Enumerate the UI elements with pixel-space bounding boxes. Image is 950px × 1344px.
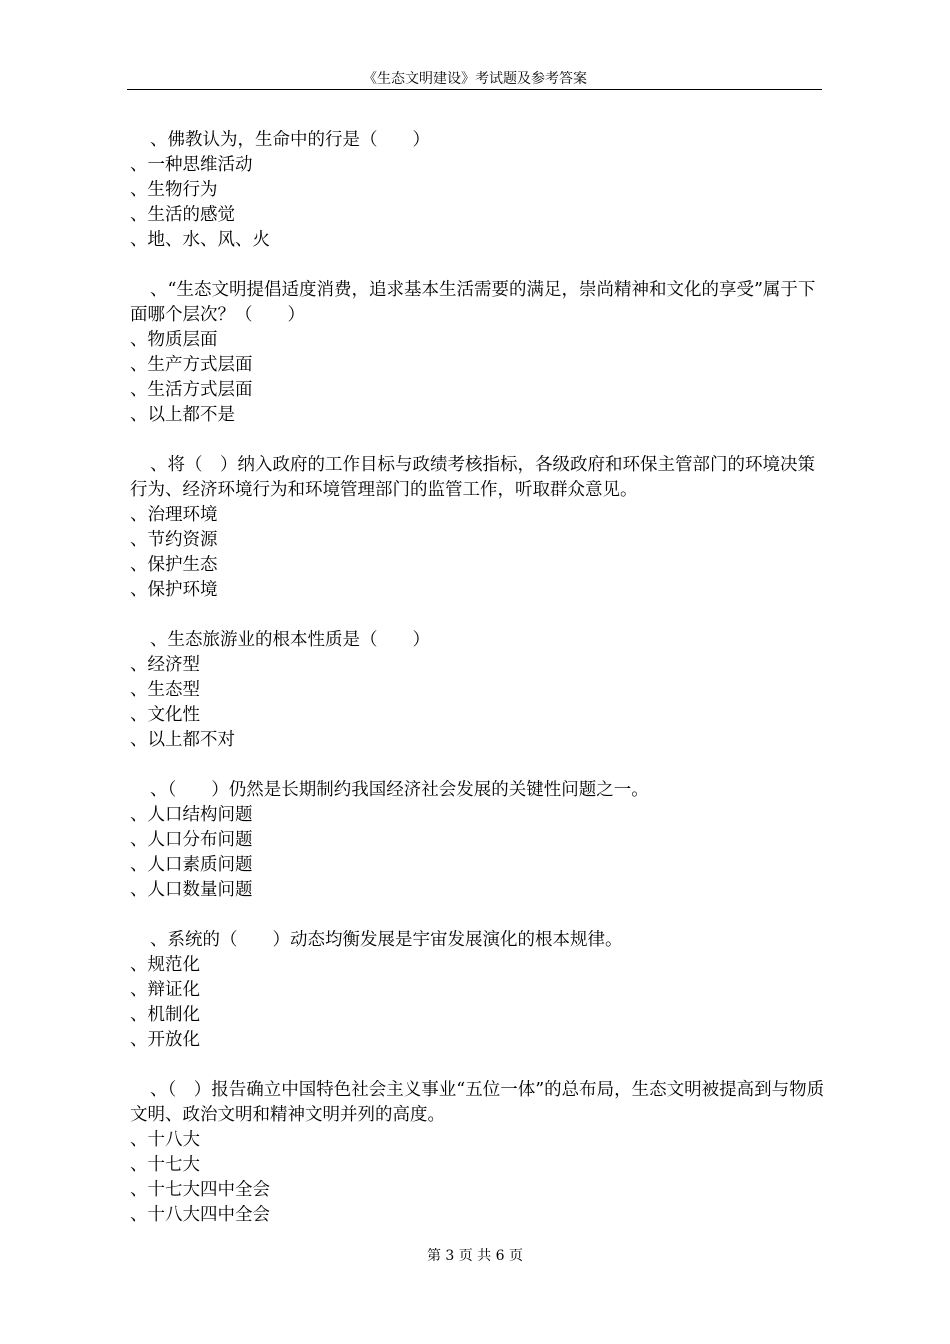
question-4 [130, 628, 830, 753]
option-a: 、治理环境 [130, 505, 218, 525]
option-d: 、地、水、风、火 [130, 230, 270, 250]
question-list [130, 128, 830, 1253]
option-b: 、生产方式层面 [130, 355, 253, 375]
option-d: 、人口数量问题 [130, 880, 253, 900]
document-header-title: 《生态文明建设》考试题及参考答案 [363, 71, 587, 87]
option-a: 、人口结构问题 [130, 805, 253, 825]
question-5 [130, 778, 830, 903]
question-6 [130, 928, 830, 1053]
question-text: 、佛教认为，生命中的行是（ ） [150, 130, 430, 150]
option-b: 、人口分布问题 [130, 830, 253, 850]
option-d: 、十八大四中全会 [130, 1205, 270, 1225]
option-a: 、规范化 [130, 955, 200, 975]
option-d: 、开放化 [130, 1030, 200, 1050]
option-c: 、保护生态 [130, 555, 218, 575]
option-b: 、生态型 [130, 680, 200, 700]
option-a: 、经济型 [130, 655, 200, 675]
question-1 [130, 128, 830, 253]
question-3 [130, 453, 830, 603]
question-text: 、（ ）报告确立中国特色社会主义事业“五位一体”的总布局，生态文明被提高到与物质文明、政治文明和精神文明并列的高度。 [130, 1080, 825, 1125]
option-a: 、物质层面 [130, 330, 218, 350]
option-c: 、十七大四中全会 [130, 1180, 270, 1200]
option-d: 、保护环境 [130, 580, 218, 600]
option-b: 、十七大 [130, 1155, 200, 1175]
option-b: 、辩证化 [130, 980, 200, 1000]
option-a: 、一种思维活动 [130, 155, 253, 175]
question-7 [130, 1078, 830, 1228]
option-b: 、节约资源 [130, 530, 218, 550]
question-2 [130, 278, 830, 428]
option-b: 、生物行为 [130, 180, 218, 200]
option-d: 、以上都不对 [130, 730, 235, 750]
question-text: 、将（ ）纳入政府的工作目标与政绩考核指标，各级政府和环保主管部门的环境决策行为、经济环境行为和环境管理部门的监管工作，听取群众意见。 [130, 455, 815, 500]
page-number-footer: 第 3 页 共 6 页 [426, 1248, 524, 1264]
option-c: 、人口素质问题 [130, 855, 253, 875]
option-d: 、以上都不是 [130, 405, 235, 425]
option-c: 、生活的感觉 [130, 205, 235, 225]
question-text: 、系统的（ ）动态均衡发展是宇宙发展演化的根本规律。 [150, 930, 623, 950]
option-c: 、机制化 [130, 1005, 200, 1025]
question-text: 、“生态文明提倡适度消费，追求基本生活需要的满足，崇尚精神和文化的享受”属于下面哪个层次？（ ） [130, 280, 816, 325]
header-divider [127, 89, 822, 90]
option-a: 、十八大 [130, 1130, 200, 1150]
option-c: 、生活方式层面 [130, 380, 253, 400]
option-c: 、文化性 [130, 705, 200, 725]
question-text: 、生态旅游业的根本性质是（ ） [150, 630, 430, 650]
question-text: 、（ ）仍然是长期制约我国经济社会发展的关键性问题之一。 [150, 780, 649, 800]
